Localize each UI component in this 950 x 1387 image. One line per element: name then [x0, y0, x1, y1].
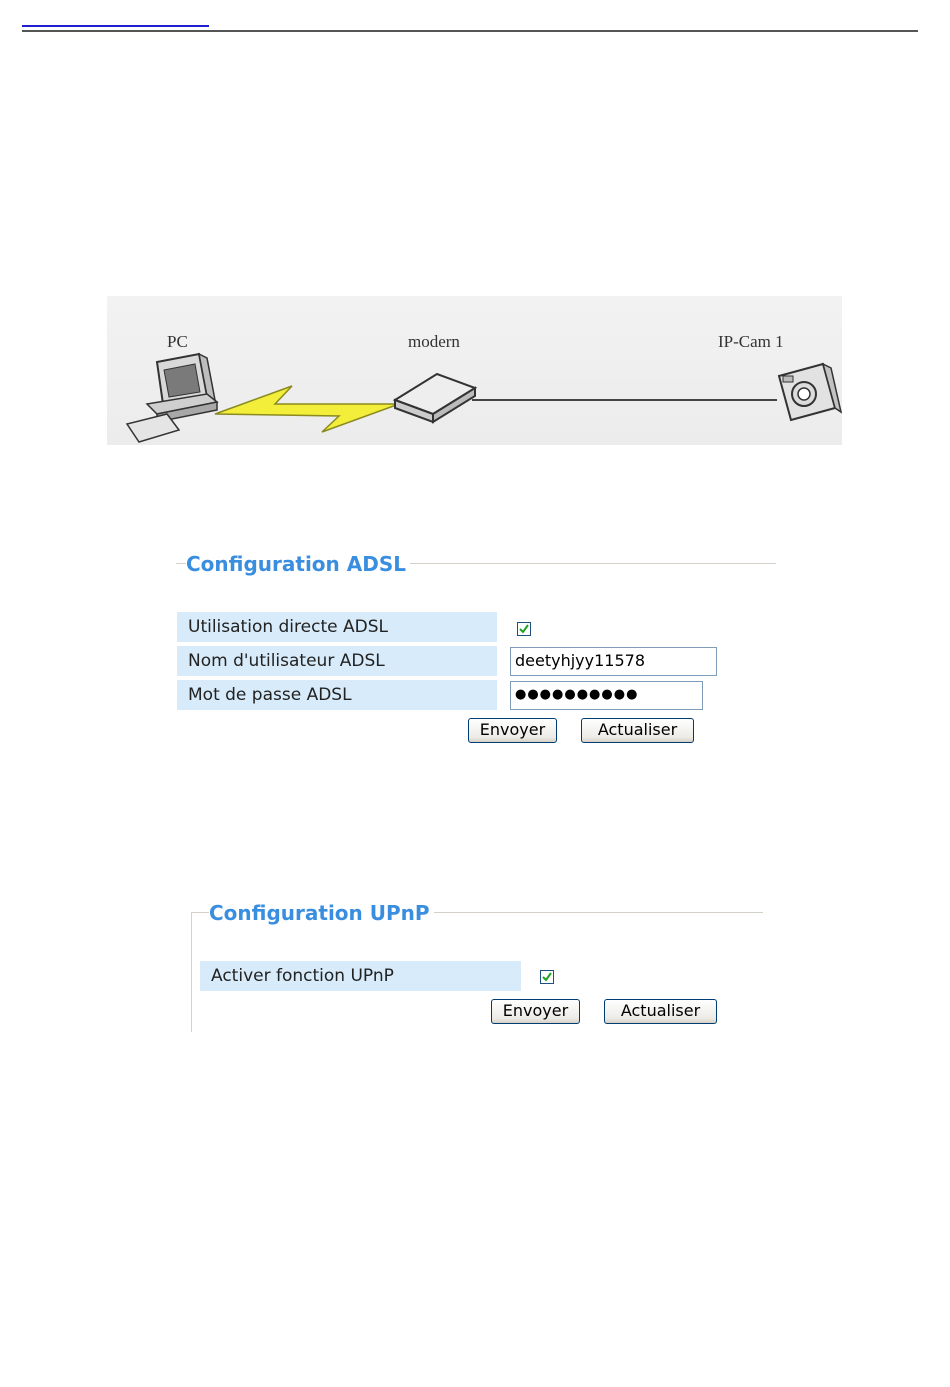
adsl-username-label: Nom d'utilisateur ADSL: [177, 646, 497, 676]
adsl-password-input[interactable]: ●●●●●●●●●●: [510, 681, 703, 710]
adsl-direct-label: Utilisation directe ADSL: [177, 612, 497, 642]
upnp-enable-checkbox[interactable]: [540, 970, 554, 984]
upnp-panel-border: [191, 912, 192, 1032]
modem-icon: [395, 374, 475, 422]
upnp-enable-label: Activer fonction UPnP: [200, 961, 521, 991]
adsl-refresh-button[interactable]: Actualiser: [581, 718, 694, 743]
modem-label: modern: [408, 332, 460, 351]
upnp-submit-button[interactable]: Envoyer: [491, 999, 580, 1024]
lightning-bolt-icon: [215, 386, 399, 432]
adsl-username-input[interactable]: deetyhjyy11578: [510, 647, 717, 676]
check-icon: [542, 972, 552, 982]
pc-icon: [127, 354, 217, 442]
upnp-refresh-button[interactable]: Actualiser: [604, 999, 717, 1024]
pc-label: PC: [167, 332, 188, 351]
adsl-panel-title: Configuration ADSL: [186, 552, 410, 576]
adsl-password-label: Mot de passe ADSL: [177, 680, 497, 710]
header-rule: [22, 30, 918, 32]
check-icon: [519, 624, 529, 634]
adsl-direct-checkbox[interactable]: [517, 622, 531, 636]
camera-label: IP-Cam 1: [718, 332, 784, 351]
camera-icon: [779, 364, 841, 420]
adsl-submit-button[interactable]: Envoyer: [468, 718, 557, 743]
header-link-underline[interactable]: [22, 18, 209, 27]
network-diagram: [107, 296, 842, 445]
upnp-panel-title: Configuration UPnP: [209, 901, 434, 925]
